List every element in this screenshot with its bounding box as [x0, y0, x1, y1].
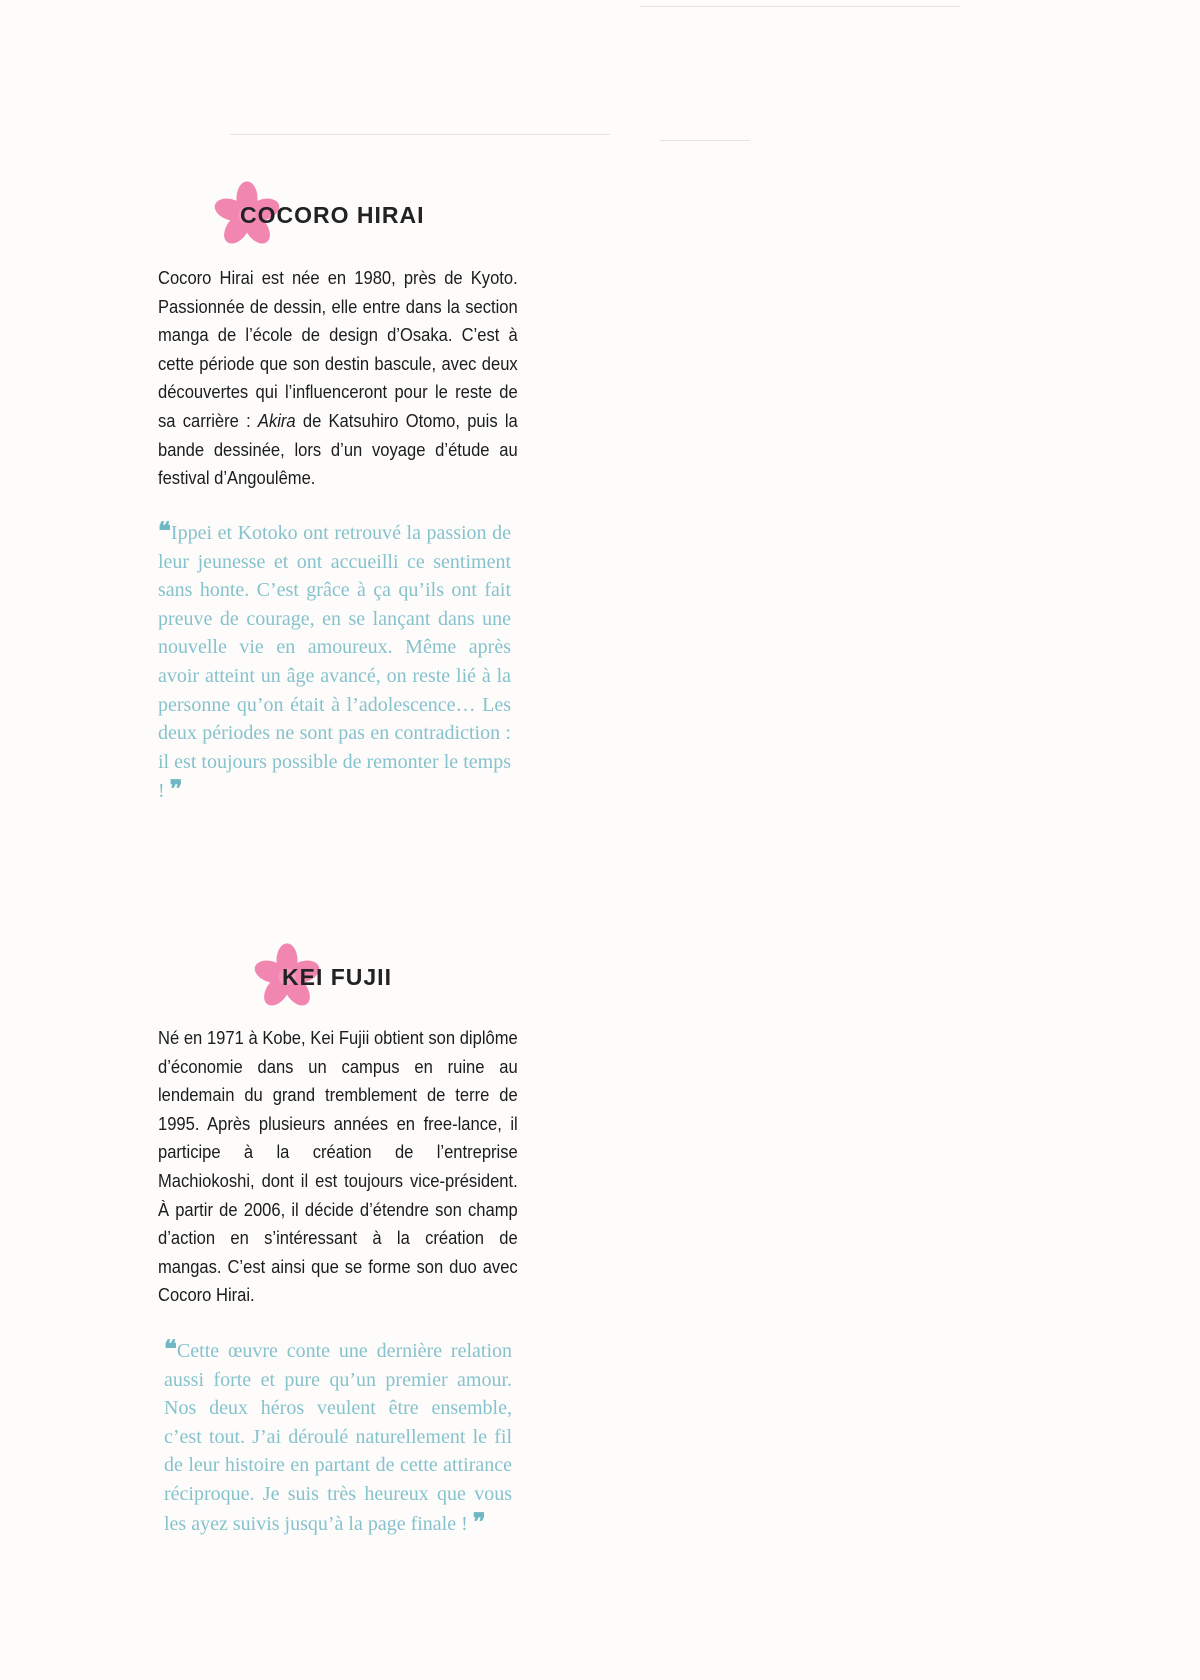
- close-quote-mark: ❞: [169, 777, 183, 804]
- author-bio: [158, 264, 518, 494]
- bio-text: Cocoro Hirai est née en 1980, près de Kyoto. Passionnée de dessin, elle entre dans la section manga de l’école de design d’Osaka. C’est à cette période que son destin bascule, avec deux découvertes qui l’influenceront pour le reste de sa carrière :: [158, 268, 518, 431]
- close-quote-mark: ❞: [472, 1509, 486, 1536]
- author-name: COCORO HIRAI: [240, 202, 425, 228]
- author-name: KEI FUJII: [282, 964, 392, 990]
- author-quote: [164, 1336, 512, 1538]
- book-title: Akira: [257, 410, 296, 431]
- scan-artifact: [230, 134, 610, 135]
- open-quote-mark: ❝: [158, 519, 171, 545]
- author-header: [252, 942, 452, 1012]
- scan-artifact: [660, 140, 750, 141]
- author-bio: Né en 1971 à Kobe, Kei Fujii obtient son diplôme d’économie dans un campus en ruine au lendemain du grand tremblement de terre de 1995. Après plusieurs années en free-lance, il participe à la création de l’entreprise Machiokoshi, dont il est toujours vice-président. À partir de 2006, il décide d’étendre son champ d’action en s’intéressant à la création de mangas. C’est ainsi que se forme son duo avec Cocoro Hirai.: [158, 1028, 518, 1306]
- scan-artifact: [640, 6, 960, 7]
- bio-text: de Katsuhiro Otomo, puis la bande dessinée, lors d’un voyage d’étude au festival d’Angoulême.: [158, 410, 518, 489]
- author-quote: [158, 518, 511, 806]
- author-header: [212, 180, 472, 250]
- quote-text: Ippei et Kotoko ont retrouvé la passion de leur jeunesse et ont accueilli ce sentiment sans honte. C’est grâce à ça qu’ils ont fait preuve de courage, en se lançant dans une nouvelle vie en amoureux. Même après avoir atteint un âge avancé, on reste lié à la personne qu’on était à l’adolescence… Les deux périodes ne sont pas en contradiction : il est toujours possible de remonter le temps !: [158, 522, 511, 803]
- open-quote-mark: ❝: [164, 1337, 177, 1363]
- quote-text: Cette œuvre conte une dernière relation aussi forte et pure qu’un premier amour. Nos deux héros veulent être ensemble, c’est tout. J’ai déroulé naturellement le fil de leur histoire en partant de cette attirance réciproque. Je suis très heureux que vous les ayez suivis jusqu’à la page finale !: [164, 1340, 512, 1535]
